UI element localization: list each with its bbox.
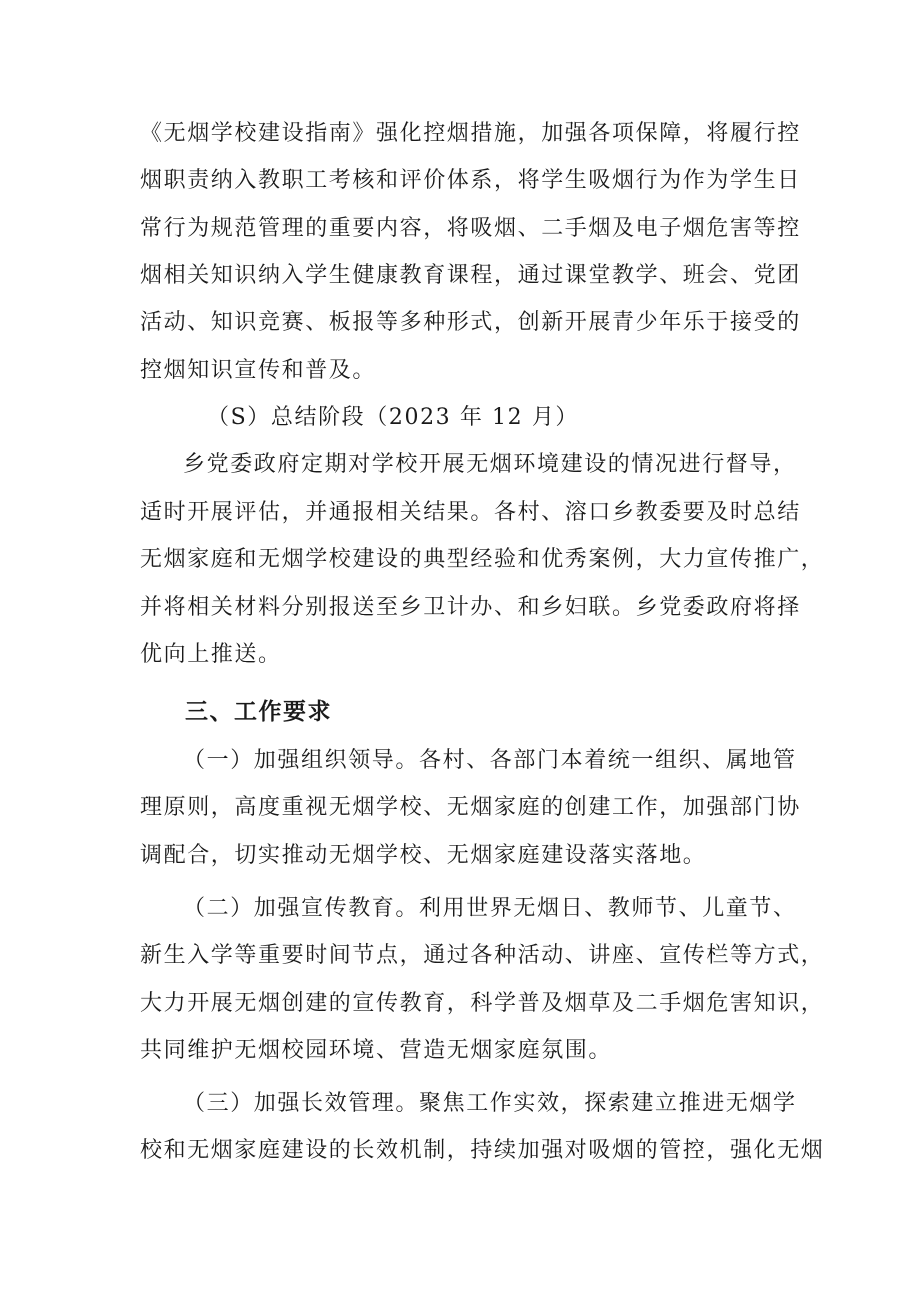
paragraph-3-line-1: （一）加强组织领导。各村、各部门本着统一组织、属地管: [183, 748, 797, 773]
paragraph-4-line-2: 新生入学等重要时间节点，通过各种活动、讲座、宣传栏等方式，: [140, 943, 825, 968]
paragraph-1-line-4: 烟相关知识纳入学生健康教育课程，通过课堂教学、班会、党团: [140, 263, 801, 288]
paragraph-1-line-1: 《无烟学校建设指南》强化控烟措施，加强各项保障，将履行控: [140, 121, 801, 146]
paragraph-5-line-2: 校和无烟家庭建设的长效机制，持续加强对吸烟的管控，强化无烟: [140, 1138, 825, 1163]
paragraph-2-line-4: 并将相关材料分别报送至乡卫计办、和乡妇联。乡党委政府将择: [140, 595, 801, 620]
paragraph-4-line-4: 共同维护无烟校园环境、营造无烟家庭氛围。: [140, 1038, 613, 1063]
paragraph-5-line-1: （三）加强长效管理。聚焦工作实效，探索建立推进无烟学: [183, 1091, 797, 1116]
stage-heading: （S）总结阶段（2023 年 12 月）: [207, 405, 580, 430]
paragraph-1-line-5: 活动、知识竞赛、板报等多种形式，创新开展青少年乐于接受的: [140, 310, 801, 335]
paragraph-4-line-3: 大力开展无烟创建的宣传教育，科学普及烟草及二手烟危害知识，: [140, 991, 825, 1016]
paragraph-2-line-1: 乡党委政府定期对学校开展无烟环境建设的情况进行督导，: [183, 452, 797, 477]
section-heading: 三、工作要求: [185, 699, 332, 725]
paragraph-1-line-2: 烟职责纳入教职工考核和评价体系，将学生吸烟行为作为学生日: [140, 168, 801, 193]
paragraph-1-line-3: 常行为规范管理的重要内容，将吸烟、二手烟及电子烟危害等控: [140, 216, 801, 241]
paragraph-2-line-3: 无烟家庭和无烟学校建设的典型经验和优秀案例，大力宣传推广，: [140, 547, 825, 572]
paragraph-3-line-3: 调配合，切实推动无烟学校、无烟家庭建设落实落地。: [140, 843, 707, 868]
paragraph-3-line-2: 理原则，高度重视无烟学校、无烟家庭的创建工作，加强部门协: [140, 795, 801, 820]
paragraph-1-line-6: 控烟知识宣传和普及。: [140, 358, 377, 383]
paragraph-2-line-5: 优向上推送。: [140, 642, 282, 667]
paragraph-2-line-2: 适时开展评估，并通报相关结果。各村、溶口乡教委要及时总结: [140, 500, 801, 525]
paragraph-4-line-1: （二）加强宣传教育。利用世界无烟日、教师节、儿童节、: [183, 896, 797, 921]
